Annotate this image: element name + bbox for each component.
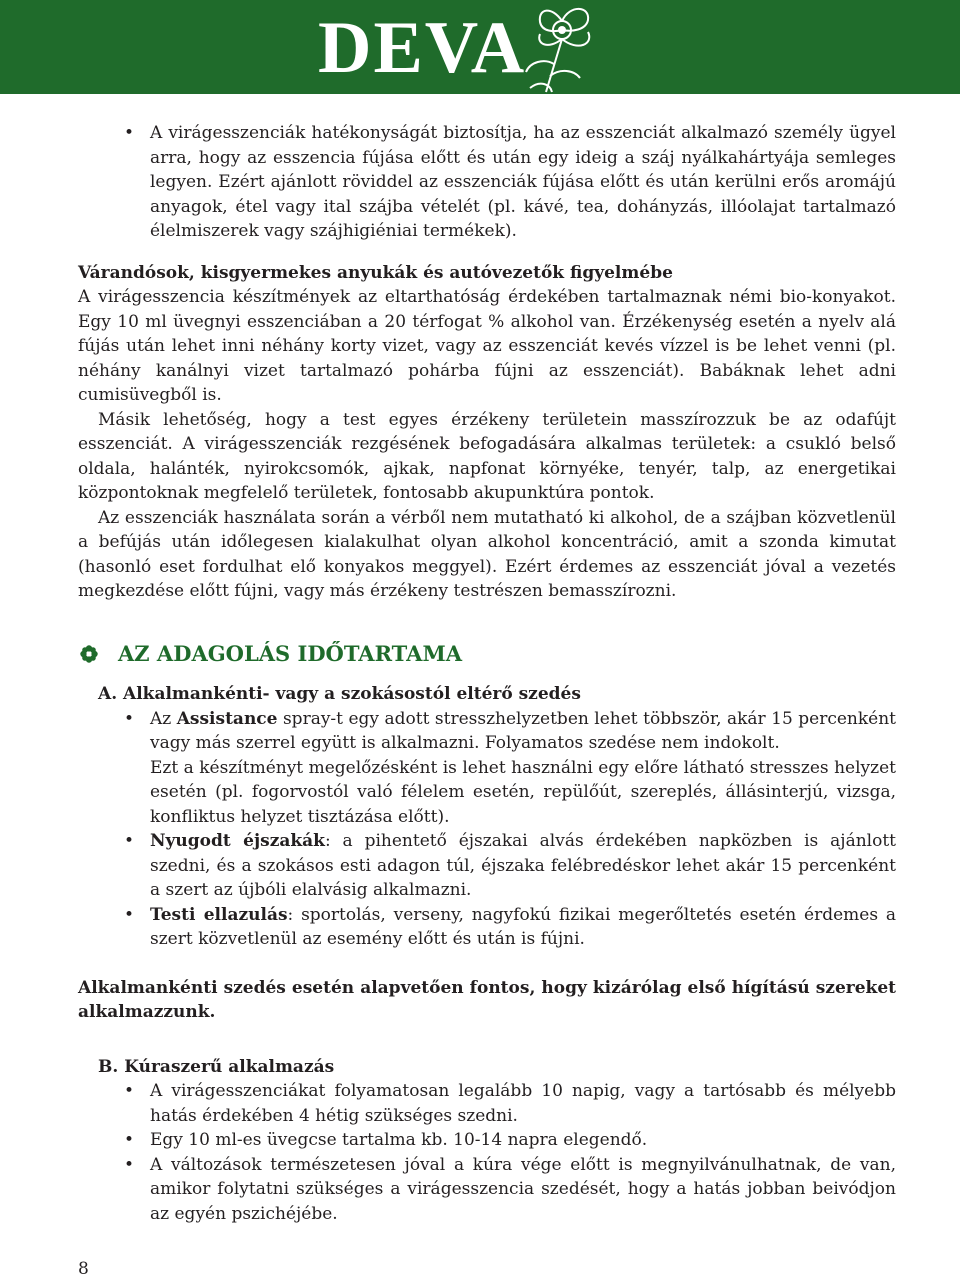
warning-text: Alkalmankénti szedés esetén alapvetően fontos, hogy kizárólag első hígítású szereket alkalmazzunk. — [78, 977, 896, 1022]
list-item: • A változások természetesen jóval a kúra vége előtt is megnyilvánulhatnak, de van, amikor folytatni szükséges a virágesszencia szedését, hogy a hatás jobban beivódjon az egyén pszichéjébe. — [78, 1153, 896, 1227]
flower-bullet-icon — [80, 645, 98, 663]
list-item — [78, 707, 896, 830]
pregnant-paragraph-1: A virágesszencia készítmények az eltarthatóság érdekében tartalmaznak némi bio-konyakot. Egy 10 ml üvegnyi esszenciában a 20 térfogat % alkohol van. Érzékenység esetén a nyelv alá fújás után lehet inni néhány korty vizet, vagy az esszenciát kevés vízzel is be lehet venni (pl. néhány kanálnyi vizet tartalmazó pohárba fújni az esszenciát). Babáknak lehet adni cumisüvegből is. — [78, 287, 896, 405]
dosage-b-list — [78, 1079, 896, 1226]
item-text: : sportolás, verseny, nagyfokú fizikai megerőltetés esetén érdemes a szert közvetlenül az esemény előtt és után is fújni. — [150, 904, 896, 949]
product-name: Testi ellazulás — [150, 904, 288, 925]
intro-bullet-list — [78, 121, 896, 244]
dosage-a-list — [78, 707, 896, 952]
list-item: • A virágesszenciákat folyamatosan legalább 10 napig, vagy a tartósabb és mélyebb hatás érdekében 4 hétig szükséges szedni. — [78, 1079, 896, 1128]
list-item — [78, 903, 896, 952]
flower-logo-icon — [500, 0, 620, 94]
subheading-b: B. Kúraszerű alkalmazás — [98, 1056, 335, 1077]
list-item: • Egy 10 ml-es üvegcse tartalma kb. 10-14 napra elegendő. — [78, 1128, 896, 1153]
list-item — [78, 829, 896, 903]
item-text: Az — [150, 708, 177, 729]
subheading-a: A. Alkalmankénti- vagy a szokásostól eltérő szedés — [98, 684, 581, 704]
page-content — [78, 121, 896, 1226]
item-text: : a pihentető éjszakai alvás érdekében napközben is ajánlott szedni, és a szokásos esti adagon túl, éjszaka felébredéskor lehet akár 15 percenként a szert az újbóli elalvásig alkalmazni. — [150, 831, 896, 900]
pregnant-paragraph-2: Másik lehetőség, hogy a test egyes érzékeny területein masszírozzuk be az odafújt esszenciát. A virágesszenciák rezgésének befogadására alkalmas területek: a csukló belső oldala, halánték, nyirokcsomók, ajkak, napfonat környéke, tenyér, talp, az energetikai központoknak megfelelő területek, fontosabb akupunktúra pontok. — [78, 409, 896, 503]
section-title — [78, 642, 896, 667]
brand-logo: DEVA — [318, 7, 527, 89]
item-extra-text: Ezt a készítményt megelőzésként is lehet használni egy előre látható stresszes helyzet esetén (pl. fogorvostól való félelem esetén, repülőút, szereplés, állásinterjú, vizsga, konfliktus helyzet tisztázása előtt). — [150, 757, 896, 827]
section-title-text: AZ ADAGOLÁS IDŐTARTAMA — [118, 640, 462, 666]
product-name: Assistance — [176, 708, 278, 729]
pregnant-heading: Várandósok, kisgyermekes anyukák és autóvezetők figyelmébe — [78, 262, 673, 283]
list-item: • A virágesszenciák hatékonyságát biztosítja, ha az esszenciát alkalmazó személy ügyel arra, hogy az esszencia fújása előtt és után egy ideig a száj nyálkahártyája semleges legyen. Ezért ajánlott röviddel az esszenciák fújása előtt és után kerülni erős aromájú anyagok, étel vagy ital szájba vételét (pl. kávé, tea, dohányzás, illóolajat tartalmazó élelmiszerek vagy szájhigiéniai termékek). — [78, 121, 896, 244]
item-text: spray-t egy adott stresszhelyzetben lehet többször, akár 15 percenként vagy más szerrel együtt is alkalmazni. Folyamatos szedése nem indokolt. — [150, 708, 897, 753]
product-name: Nyugodt éjszakák — [150, 831, 325, 851]
page-number: 8 — [78, 1259, 89, 1279]
pregnant-paragraph-3: Az esszenciák használata során a vérből nem mutatható ki alkohol, de a szájban közvetlenül a befújás után időlegesen kialakulhat olyan alkohol koncentráció, amit a szonda kimutat (hasonló eset fordulhat elő konyakos meggyel). Ezért érdemes az esszenciát jóval a vezetés megkezdése előtt fújni, vagy más érzékeny testrészen bemasszírozni. — [78, 507, 896, 601]
header-banner — [0, 0, 960, 94]
